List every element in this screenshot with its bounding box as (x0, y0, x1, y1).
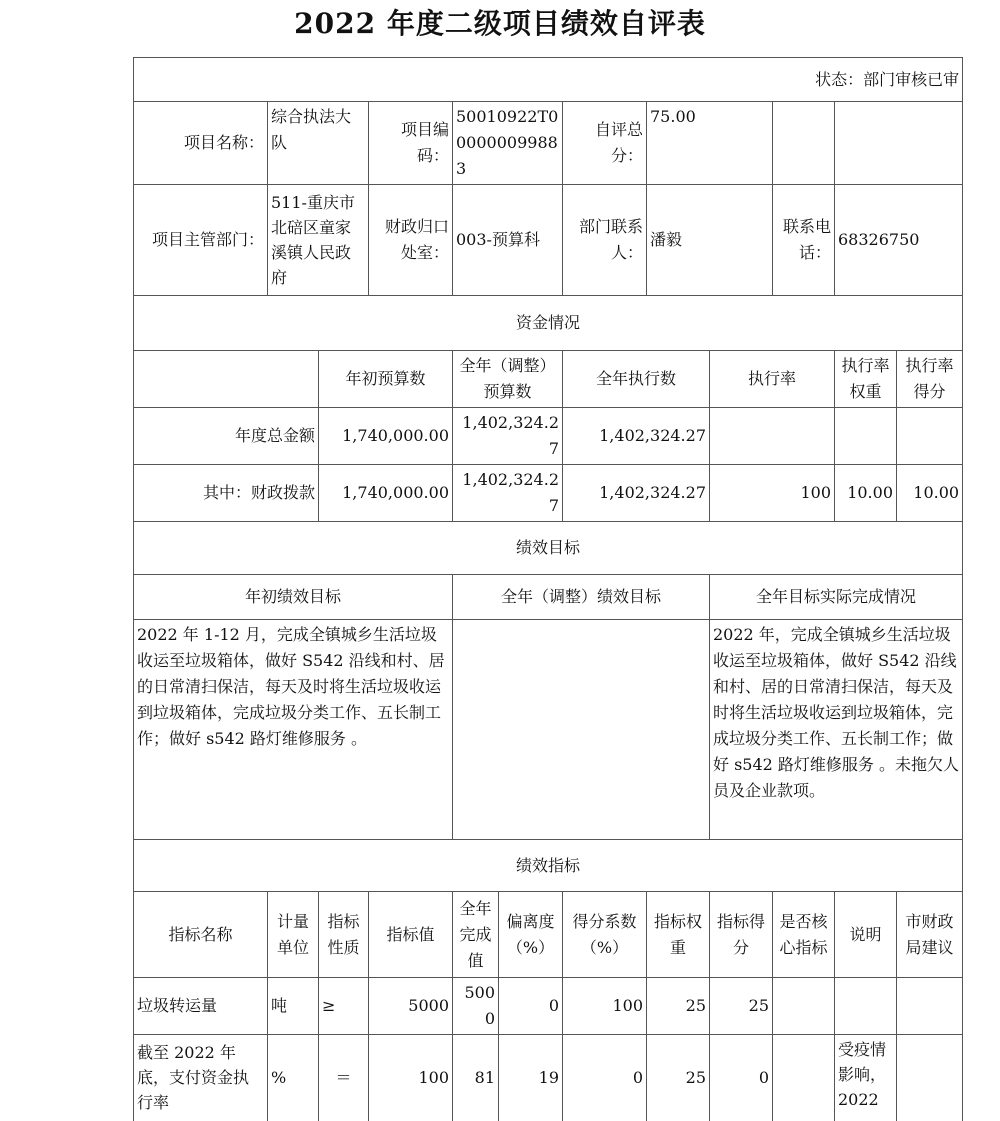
ind-coef: 0 (563, 1035, 647, 1121)
ind-nature: ≥ (319, 978, 369, 1035)
funds-row-label: 年度总金额 (134, 408, 319, 465)
dept-label: 项目主管部门： (134, 185, 268, 296)
page-title: 2022 年度二级项目绩效自评表 (294, 7, 706, 40)
empty-cell (773, 102, 835, 185)
empty-cell (835, 102, 963, 185)
ind-header-advice: 市财政局建议 (897, 892, 963, 978)
ind-note (835, 978, 897, 1035)
contact-label: 部门联系人： (563, 185, 647, 296)
ind-header-deviation: 偏离度（%） (499, 892, 563, 978)
ind-header-coef: 得分系数（%） (563, 892, 647, 978)
ind-header-note: 说明 (835, 892, 897, 978)
funds-header-score: 执行率得分 (897, 351, 963, 408)
ind-score: 25 (710, 978, 773, 1035)
ind-target: 100 (369, 1035, 453, 1121)
funds-budget-value: 1,740,000.00 (319, 465, 453, 522)
ind-unit: % (268, 1035, 319, 1121)
funds-executed-value: 1,402,324.27 (563, 408, 710, 465)
ind-deviation: 0 (499, 978, 563, 1035)
office-label: 财政归口处室： (369, 185, 453, 296)
ind-score: 0 (710, 1035, 773, 1121)
ind-header-done: 全年完成值 (453, 892, 499, 978)
phone-label: 联系电话： (773, 185, 835, 296)
funds-header-executed: 全年执行数 (563, 351, 710, 408)
funds-score-value: 10.00 (897, 465, 963, 522)
ind-header-nature: 指标性质 (319, 892, 369, 978)
phone-value: 68326750 (835, 185, 963, 296)
project-code-label: 项目编码： (369, 102, 453, 185)
goal-adjusted-text (453, 620, 710, 840)
ind-header-name: 指标名称 (134, 892, 268, 978)
project-name-label: 项目名称： (134, 102, 268, 185)
ind-header-score: 指标得分 (710, 892, 773, 978)
ind-advice (897, 1035, 963, 1121)
ind-name: 截至 2022 年底，支付资金执行率 (134, 1035, 268, 1121)
office-value: 003-预算科 (453, 185, 563, 296)
funds-adjusted-value: 1,402,324.27 (453, 408, 563, 465)
ind-unit: 吨 (268, 978, 319, 1035)
funds-rate-value (710, 408, 835, 465)
self-score-label: 自评总分： (563, 102, 647, 185)
funds-header-weight: 执行率权重 (835, 351, 897, 408)
funds-header-adjusted: 全年（调整）预算数 (453, 351, 563, 408)
funds-rate-value: 100 (710, 465, 835, 522)
goals-header-adjusted: 全年（调整）绩效目标 (453, 575, 710, 620)
ind-done: 5000 (453, 978, 499, 1035)
funds-weight-value: 10.00 (835, 465, 897, 522)
table-row (134, 1035, 963, 1121)
ind-advice (897, 978, 963, 1035)
ind-header-core: 是否核心指标 (773, 892, 835, 978)
funds-row-label: 其中：财政拨款 (134, 465, 319, 522)
ind-nature: ＝ (319, 1035, 369, 1121)
ind-core (773, 978, 835, 1035)
ind-done: 81 (453, 1035, 499, 1121)
funds-weight-value (835, 408, 897, 465)
indicators-section-title: 绩效指标 (134, 840, 963, 892)
ind-coef: 100 (563, 978, 647, 1035)
funds-score-value (897, 408, 963, 465)
self-score-value: 75.00 (647, 102, 773, 185)
status-text: 状态：部门审核已审 (134, 58, 963, 102)
ind-note: 受疫情影响，2022 (835, 1035, 897, 1121)
performance-table (133, 57, 963, 1121)
ind-name: 垃圾转运量 (134, 978, 268, 1035)
contact-value: 潘毅 (647, 185, 773, 296)
funds-header-budget: 年初预算数 (319, 351, 453, 408)
ind-header-target: 指标值 (369, 892, 453, 978)
ind-header-weight: 指标权重 (647, 892, 710, 978)
funds-budget-value: 1,740,000.00 (319, 408, 453, 465)
ind-header-unit: 计量单位 (268, 892, 319, 978)
funds-adjusted-value: 1,402,324.27 (453, 465, 563, 522)
ind-weight: 25 (647, 1035, 710, 1121)
ind-weight: 25 (647, 978, 710, 1035)
table-row (134, 978, 963, 1035)
goal-actual-text: 2022 年，完成全镇城乡生活垃圾收运至垃圾箱体，做好 S542 沿线和村、居的日常清扫保洁，每天及时将生活垃圾收运到垃圾箱体，完成垃圾分类工作、五长制工作；做好 s542 路灯维修服务 。未拖欠人员及企业款项。 (710, 620, 963, 840)
goals-header-initial: 年初绩效目标 (134, 575, 453, 620)
goals-section-title: 绩效目标 (134, 522, 963, 575)
ind-core (773, 1035, 835, 1121)
funds-section-title: 资金情况 (134, 296, 963, 351)
goals-header-actual: 全年目标实际完成情况 (710, 575, 963, 620)
project-code-value: 50010922T000000099883 (453, 102, 563, 185)
ind-deviation: 19 (499, 1035, 563, 1121)
empty-cell (134, 351, 319, 408)
project-name-value: 综合执法大队 (268, 102, 369, 185)
funds-header-rate: 执行率 (710, 351, 835, 408)
ind-target: 5000 (369, 978, 453, 1035)
goal-initial-text: 2022 年 1-12 月，完成全镇城乡生活垃圾收运至垃圾箱体，做好 S542 沿线和村、居的日常清扫保洁，每天及时将生活垃圾收运到垃圾箱体，完成垃圾分类工作、五长制工作；做好 s542 路灯维修服务 。 (134, 620, 453, 840)
dept-value: 511-重庆市北碚区童家溪镇人民政府 (268, 185, 369, 296)
funds-executed-value: 1,402,324.27 (563, 465, 710, 522)
